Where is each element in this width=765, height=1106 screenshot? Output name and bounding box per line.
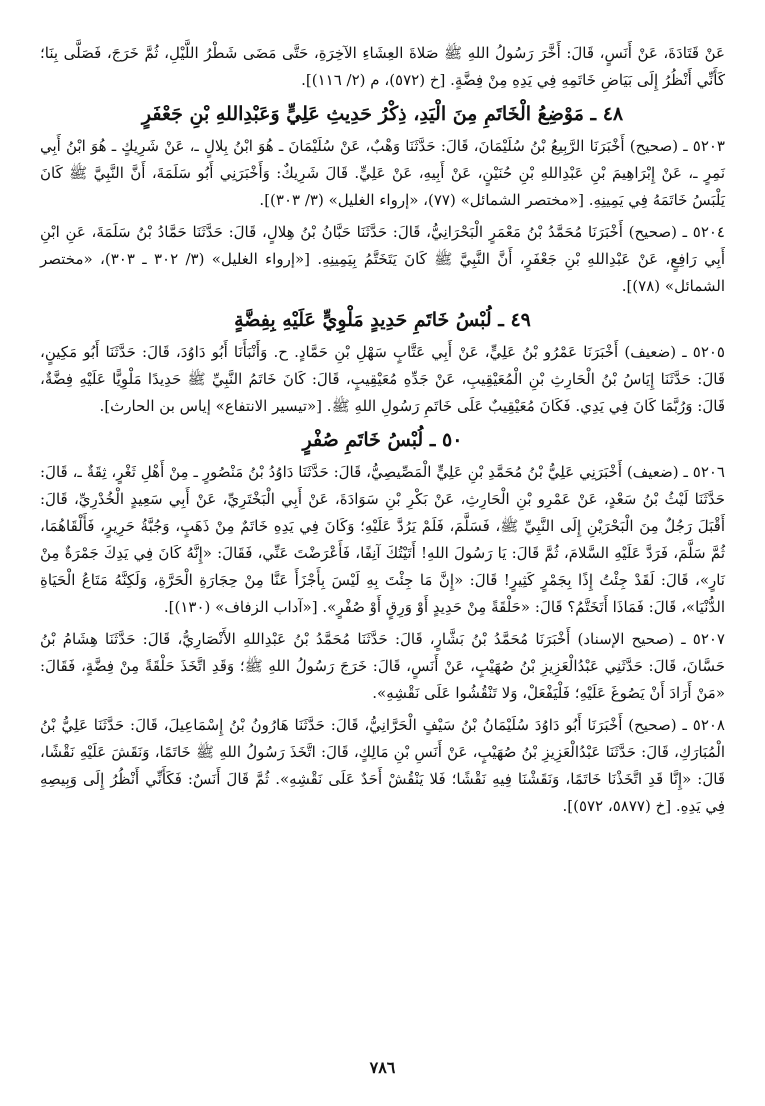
page-number: ٧٨٦	[369, 1058, 396, 1077]
hadith-5208: ٥٢٠٨ ـ (صحيح) أَخْبَرَنَا أَبُو دَاوُدَ سُلَيْمَانُ بْنُ سَيْفٍ الْحَرَّانِيُّ، قَالَ: حَدَّثَنَا هَارُونُ بْنُ إِسْمَاعِيلَ، قَالَ: حَدَّثَنَا عَلِيُّ بْنُ الْمُبَارَكِ، قَالَ: حَدَّثَنَا عَبْدُالْعَزِيزِ بْنُ صُهَيْبٍ، عَنْ أَنَسِ بْنِ مَالِكٍ، قَالَ: اتَّخَذَ رَسُولُ اللهِ ﷺ خَاتَمًا، وَنَقَشَ عَلَيْهِ نَقْشًا، قَالَ: «إِنَّا قَدِ اتَّخَذْنَا خَاتَمًا، وَنَقَشْنَا فِيهِ نَقْشًا؛ فَلا يَنْقُشْ أَحَدٌ عَلَى نَقْشِهِ». ثُمَّ قَالَ أَنَسٌ: فَكَأَنِّي أَنْظُرُ إِلَى وَبِيصِهِ فِي يَدِهِ. [خ (٥٨٧٧، ٥٧٢)].	[40, 716, 725, 815]
hadith-5205: ٥٢٠٥ ـ (ضعيف) أَخْبَرَنَا عَمْرُو بْنُ عَلِيٍّ، عَنْ أَبِي عَتَّابٍ سَهْلِ بْنِ حَمَّادٍ. ح. وَأَنْبَأَنَا أَبُو دَاوُدَ، قَالَ: حَدَّثَنَا أَبُو مَكِينٍ، قَالَ: حَدَّثَنَا إِيَاسُ بْنُ الْحَارِثِ بْنِ الْمُعَيْقِيبِ، عَنْ جَدِّهِ مُعَيْقِيبٍ، قَالَ: كَانَ خَاتَمُ النَّبِيِّ ﷺ حَدِيدًا مَلْوِيًّا عَلَيْهِ فِضَّةٌ، قَالَ: وَرُبَّمَا كَانَ فِي يَدِي. فَكَانَ مُعَيْقِيبٌ عَلَى خَاتَمِ رَسُولِ اللهِ ﷺ. [«تيسير الانتفاع» إياس بن الحارث].	[40, 343, 725, 415]
chapter-heading-50: ٥٠ ـ لُبْسُ خَاتَمِ صُفْرٍ	[302, 429, 463, 451]
hadith-5207: ٥٢٠٧ ـ (صحيح الإسناد) أَخْبَرَنَا مُحَمَّدُ بْنُ بَشَّارٍ، قَالَ: حَدَّثَنَا مُحَمَّدُ بْنُ عَبْدِاللهِ الأَنْصَارِيُّ، قَالَ: حَدَّثَنَا هِشَامُ بْنُ حَسَّانَ، قَالَ: حَدَّثَنِي عَبْدُالْعَزِيزِ بْنُ صُهَيْبٍ، عَنْ أَنَسٍ، قَالَ: خَرَجَ رَسُولُ اللهِ ﷺ؛ وَقَدِ اتَّخَذَ حَلْقَةً مِنْ فِضَّةٍ، فَقَالَ: «مَنْ أَرَادَ أَنْ يَصُوغَ عَلَيْهِ؛ فَلْيَفْعَلْ، وَلا تَنْقُشُوا عَلَى نَقْشِهِ».	[40, 630, 725, 702]
chapter-heading-48: ٤٨ ـ مَوْضِعُ الْخَاتَمِ مِنَ الْيَدِ، ذِكْرُ حَدِيثِ عَلِيٍّ وَعَبْدِاللهِ بْنِ جَعْفَرٍ	[141, 103, 624, 125]
hadith-5204: ٥٢٠٤ ـ (صحيح) أَخْبَرَنَا مُحَمَّدُ بْنُ مَعْمَرٍ الْبَحْرَانِيُّ، قَالَ: حَدَّثَنَا حَبَّانُ بْنُ هِلالٍ، قَالَ: حَدَّثَنَا حَمَّادُ بْنُ سَلَمَةَ، عَنِ ابْنِ أَبِي رَافِعٍ، عَنْ عَبْدِاللهِ بْنِ جَعْفَرٍ، أَنَّ النَّبِيَّ ﷺ كَانَ يَتَخَتَّمُ بِيَمِينِهِ. [«إرواء الغليل» (٣/ ٣٠٢ ـ ٣٠٣)، «مختصر الشمائل» (٧٨)].	[40, 223, 725, 295]
hadith-continuation: عَنْ قَتَادَةَ، عَنْ أَنَسٍ، قَالَ: أَخَّرَ رَسُولُ اللهِ ﷺ صَلاةَ العِشَاءِ الآخِرَةِ، حَتَّى مَضَى شَطْرُ اللَّيْلِ، ثُمَّ خَرَجَ، فَصَلَّى بِنَا؛ كَأَنِّي أَنْظُرُ إِلَى بَيَاضِ خَاتَمِهِ فِي يَدِهِ مِنْ فِضَّةٍ. [خ (٥٧٢)، م (٢/ ١١٦)].	[40, 44, 725, 89]
hadith-5206: ٥٢٠٦ ـ (ضعيف) أَخْبَرَنِي عَلِيُّ بْنُ مُحَمَّدِ بْنِ عَلِيٍّ الْمَصِّيصِيُّ، قَالَ: حَدَّثَنَا دَاوُدُ بْنُ مَنْصُورٍ ـ مِنْ أَهْلِ ثَغْرٍ، ثِقَةٌ ـ، قَالَ: حَدَّثَنَا لَيْثُ بْنُ سَعْدٍ، عَنْ عَمْرِو بْنِ الْحَارِثِ، عَنْ بَكْرِ بْنِ سَوَادَةَ، عَنْ أَبِي الْبَخْتَرِيِّ، عَنْ أَبِي سَعِيدٍ الْخُدْرِيِّ، قَالَ: أَقْبَلَ رَجُلٌ مِنَ الْبَحْرَيْنِ إِلَى النَّبِيِّ ﷺ، فَسَلَّمَ، فَلَمْ يَرُدَّ عَلَيْهِ؛ وَكَانَ فِي يَدِهِ خَاتَمٌ مِنْ ذَهَبٍ، وَجُبَّةُ حَرِيرٍ، فَأَلْقَاهُمَا، ثُمَّ سَلَّمَ، فَرَدَّ عَلَيْهِ السَّلامَ، ثُمَّ قَالَ: يَا رَسُولَ اللهِ! أَتَيْتُكَ آنِفًا، فَأَعْرَضْتَ عَنِّي، فَقَالَ: «إِنَّهُ كَانَ فِي يَدِكَ جَمْرَةٌ مِنْ نَارٍ»، قَالَ: لَقَدْ جِئْتُ إِذًا بِجَمْرٍ كَثِيرٍ! قَالَ: «إِنَّ مَا جِئْتَ بِهِ لَيْسَ بِأَجْزَأَ عَنَّا مِنْ حِجَارَةِ الْحَرَّةِ، وَلَكِنَّهُ مَتَاعُ الْحَيَاةِ الدُّنْيَا»، قَالَ: فَمَاذَا أَتَخَتَّمُ؟ قَالَ: «حَلْقَةً مِنْ حَدِيدٍ أَوْ وَرِقٍ أَوْ صُفْرٍ». [«آداب الزفاف» (١٣٠)].	[40, 463, 725, 616]
chapter-heading-49: ٤٩ ـ لُبْسُ خَاتَمِ حَدِيدٍ مَلْوِيٍّ عَلَيْهِ بِفِضَّةٍ	[234, 309, 531, 331]
hadith-5203: ٥٢٠٣ ـ (صحيح) أَخْبَرَنَا الرَّبِيعُ بْنُ سُلَيْمَانَ، قَالَ: حَدَّثَنَا وَهْبٌ، عَنْ سُلَيْمَانَ ـ هُوَ ابْنُ بِلالٍ ـ، عَنْ شَرِيكٍ ـ هُوَ ابْنُ أَبِي نَمِرٍ ـ، عَنْ إِبْرَاهِيمَ بْنِ عَبْدِاللهِ بْنِ حُنَيْنٍ، عَنْ أَبِيهِ، عَنْ عَلِيٍّ. قَالَ شَرِيكٌ: وَأَخْبَرَنِي أَبُو سَلَمَةَ، أَنَّ النَّبِيَّ ﷺ كَانَ يَلْبَسُ خَاتَمَهُ فِي يَمِينِهِ. [«مختصر الشمائل» (٧٧)، «إرواء الغليل» (٣/ ٣٠٣)].	[40, 137, 725, 209]
